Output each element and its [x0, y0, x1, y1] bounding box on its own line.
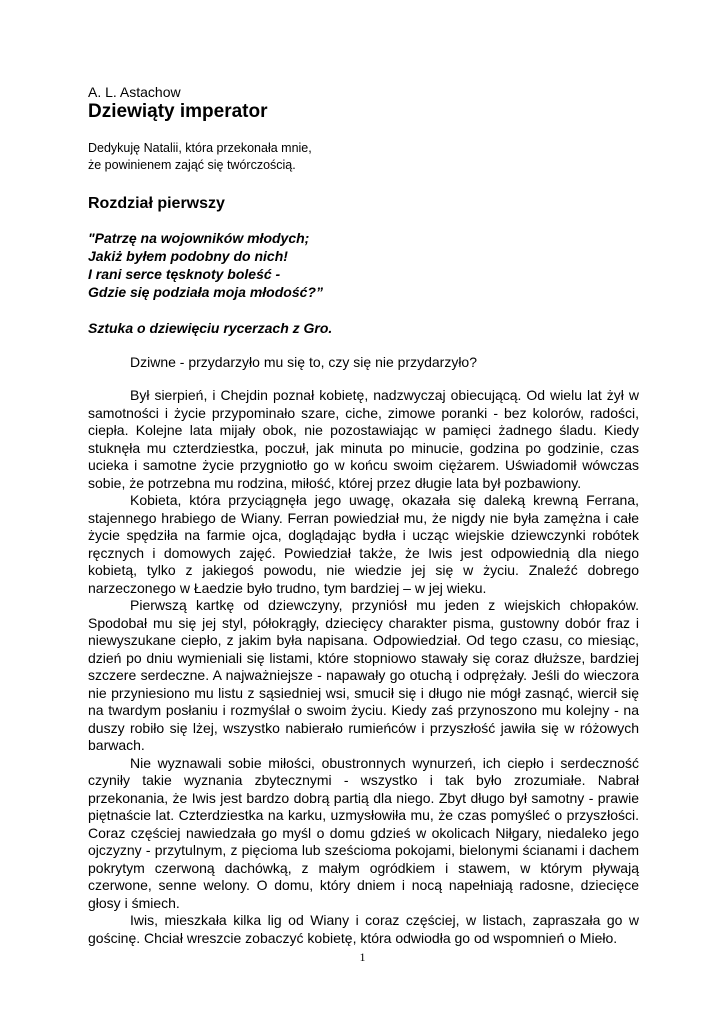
chapter-heading: Rozdział pierwszy — [88, 195, 225, 212]
paragraph: Iwis, mieszkała kilka lig od Wiany i coraz częściej, w listach, zapraszała go w gościnę. Chciał wreszcie zobaczyć kobietę, która odwiodła go od wspomnień o Mieło. — [88, 912, 639, 946]
body-text — [88, 387, 639, 947]
section-subtitle: Sztuka o dziewięciu rycerzach z Gro. — [88, 320, 333, 336]
book-title: Dziewiąty imperator — [88, 101, 268, 122]
dedication — [88, 140, 639, 174]
poem-line: Gdzie się podziała moja młodość?” — [88, 284, 323, 300]
dedication-line: że powinienem zająć się twórczością. — [88, 158, 296, 172]
page-number: 1 — [359, 950, 366, 964]
paragraph: Nie wyznawali sobie miłości, obustronnych wynurzeń, ich ciepło i serdeczność czyniły takie wyznania zbytecznymi - wszystko i tak było zrozumiałe. Nabrał przekonania, że Iwis jest bardzo dobrą partią dla niego. Zbyt długo był samotny - prawie piętnaście lat. Czterdziestka na karku, uzmysłowiła mu, że czas pomyśleć o przyszłości. Coraz częściej nawiedzała go myśl o domu gdzieś w okolicach Niłgary, niedaleko jego ojczyzny - przytulnym, z pięcioma lub sześcioma pokojami, bielonymi ścianami i dachem pokrytym czerwoną dachówką, z małym ogródkiem i stawem, w którym pływają czerwone, senne welony. O domu, który dniem i nocą napełniają radosne, dziecięce głosy i śmiech. — [88, 754, 639, 911]
paragraph: Pierwszą kartkę od dziewczyny, przyniósł mu jeden z wiejskich chłopaków. Spodobał mu się jej styl, półokrągły, dziecięcy charakter pisma, gustowny dobór fraz i niewyszukane ciepło, z jakim była napisana. Odpowiedział. Od tego czasu, co miesiąc, dzień po dniu wymieniali się listami, które stopniowo stawały się coraz dłuższe, bardziej szczere serdeczne. A najważniejsze - napawały go otuchą i odprężały. Jeśli do wieczora nie przyniesiono mu listu z sąsiedniej wsi, smucił się i długo nie mógł zasnąć, wiercił się na twardym posłaniu i rozmyślał o swoim życiu. Kiedy zaś przynoszono mu kolejny - na duszy robiło się lżej, wszystko nabierało rumieńców i przyszłość jawiła się w różowych barwach. — [88, 597, 639, 753]
author-name: A. L. Astachow — [88, 84, 181, 100]
document-page — [88, 83, 639, 947]
paragraph: Kobieta, która przyciągnęła jego uwagę, okazała się daleką krewną Ferrana, stajennego hrabiego de Wiany. Ferran powiedział mu, że nigdy nie była zamężna i całe życie spędziła na farmie ojca, doglądając bydła i ucząc wiejskie dziewczynki robótek ręcznych i domowych zajęć. Powiedział także, że Iwis jest odpowiednią dla niego kobietą, tylko z jakiegoś powodu, nie wiedzie jej się w życiu. Znaleźć dobrego narzeczonego w Łaedzie było trudno, tym bardziej – w jej wieku. — [88, 492, 639, 596]
dedication-line: Dedykuję Natalii, która przekonała mnie, — [88, 141, 312, 155]
epigraph-poem — [88, 229, 639, 301]
lead-sentence: Dziwne - przydarzyło mu się to, czy się nie przydarzyło? — [130, 354, 478, 370]
poem-line: Jakiż byłem podobny do nich! — [88, 248, 288, 264]
poem-line: "Patrzę na wojowników młodych; — [88, 230, 310, 246]
poem-line: I rani serce tęsknoty boleść - — [88, 266, 281, 282]
paragraph: Był sierpień, i Chejdin poznał kobietę, nadzwyczaj obiecującą. Od wielu lat żył w samotności i życie przypominało szare, ciche, zimowe poranki - bez kolorów, radości, ciepła. Kolejne lata mijały obok, nie pozostawiając w pamięci żadnego śladu. Kiedy stuknęła mu czterdziestka, poczuł, jak minuta po minucie, godzina po godzinie, czas ucieka i samotne życie przygniotło go w końcu swoim ciężarem. Uświadomił wówczas sobie, że potrzebna mu rodzina, miłość, której przez długie lata był pozbawiony. — [88, 387, 639, 491]
